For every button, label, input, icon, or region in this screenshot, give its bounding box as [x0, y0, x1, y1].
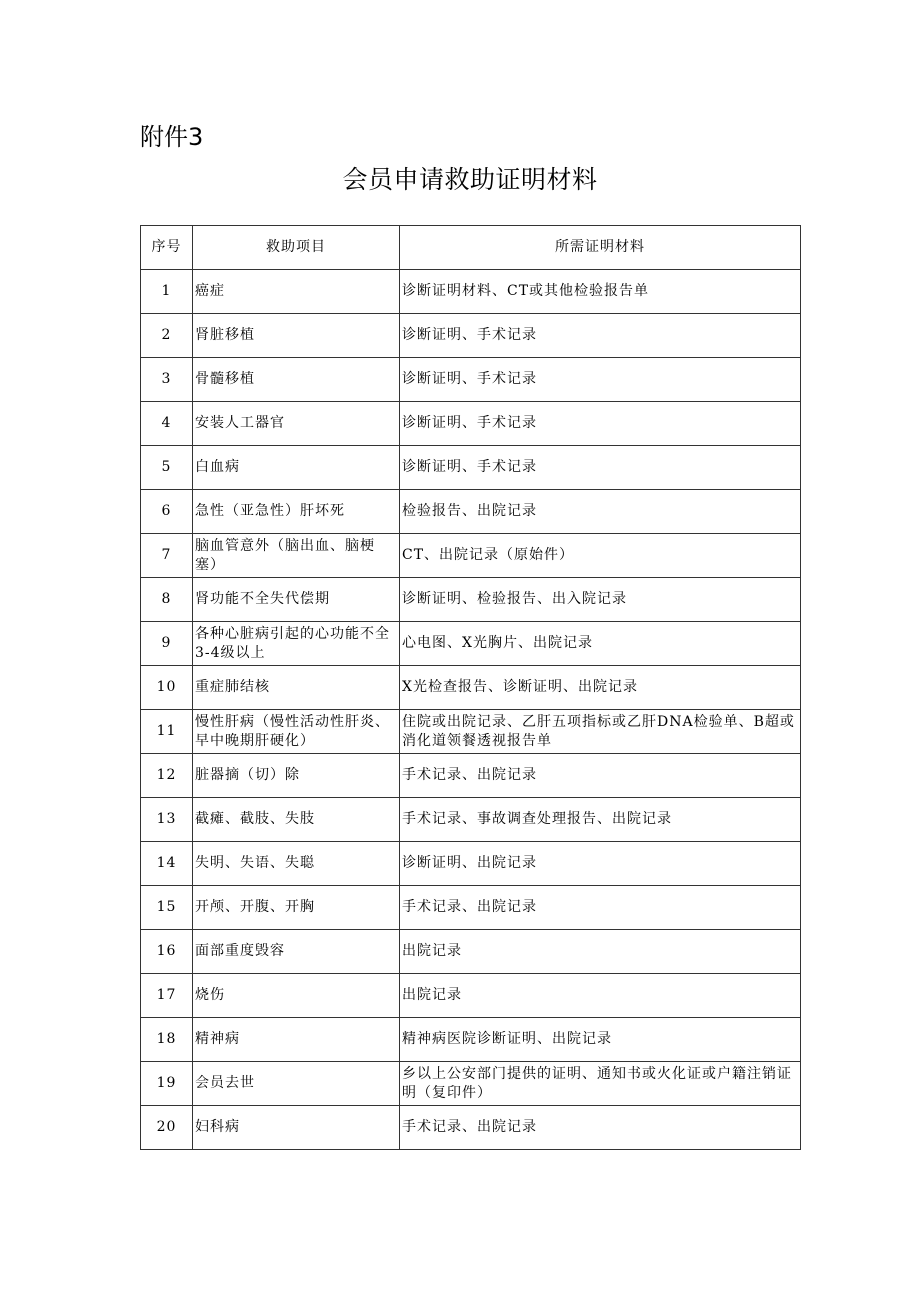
table-body — [141, 270, 801, 1150]
row-materials: 诊断证明、出院记录 — [400, 842, 801, 886]
row-materials: X光检查报告、诊断证明、出院记录 — [400, 666, 801, 710]
table-row — [141, 886, 801, 930]
row-number: 3 — [141, 358, 193, 402]
row-materials: 精神病医院诊断证明、出院记录 — [400, 1018, 801, 1062]
row-materials: 检验报告、出院记录 — [400, 490, 801, 534]
row-materials: CT、出院记录（原始件） — [400, 534, 801, 578]
row-materials: 手术记录、出院记录 — [400, 1106, 801, 1150]
row-materials: 出院记录 — [400, 930, 801, 974]
row-item: 脏器摘（切）除 — [193, 754, 400, 798]
table-header-row — [141, 226, 801, 270]
table-row — [141, 490, 801, 534]
row-item: 会员去世 — [193, 1062, 400, 1106]
table-row — [141, 402, 801, 446]
row-item: 安装人工器官 — [193, 402, 400, 446]
row-number: 16 — [141, 930, 193, 974]
row-materials: 手术记录、事故调查处理报告、出院记录 — [400, 798, 801, 842]
row-number: 13 — [141, 798, 193, 842]
row-number: 2 — [141, 314, 193, 358]
row-item: 失明、失语、失聪 — [193, 842, 400, 886]
row-number: 12 — [141, 754, 193, 798]
row-item: 精神病 — [193, 1018, 400, 1062]
row-number: 6 — [141, 490, 193, 534]
row-materials: 手术记录、出院记录 — [400, 754, 801, 798]
row-number: 4 — [141, 402, 193, 446]
table-row — [141, 534, 801, 578]
table-row — [141, 666, 801, 710]
table-row — [141, 622, 801, 666]
row-number: 8 — [141, 578, 193, 622]
table-row — [141, 710, 801, 754]
row-item: 白血病 — [193, 446, 400, 490]
row-item: 重症肺结核 — [193, 666, 400, 710]
row-item: 肾脏移植 — [193, 314, 400, 358]
row-materials: 心电图、X光胸片、出院记录 — [400, 622, 801, 666]
table-row — [141, 314, 801, 358]
row-number: 18 — [141, 1018, 193, 1062]
row-number: 10 — [141, 666, 193, 710]
row-item: 各种心脏病引起的心功能不全3-4级以上 — [193, 622, 400, 666]
row-item: 妇科病 — [193, 1106, 400, 1150]
table-row — [141, 446, 801, 490]
proof-materials-table — [140, 225, 801, 1150]
row-item: 烧伤 — [193, 974, 400, 1018]
row-number: 7 — [141, 534, 193, 578]
row-item: 肾功能不全失代偿期 — [193, 578, 400, 622]
table-row — [141, 798, 801, 842]
row-materials: 诊断证明材料、CT或其他检验报告单 — [400, 270, 801, 314]
row-number: 9 — [141, 622, 193, 666]
row-materials: 诊断证明、手术记录 — [400, 402, 801, 446]
row-materials: 手术记录、出院记录 — [400, 886, 801, 930]
row-number: 11 — [141, 710, 193, 754]
row-number: 5 — [141, 446, 193, 490]
row-number: 20 — [141, 1106, 193, 1150]
attachment-label: 附件3 — [140, 123, 204, 151]
row-item: 截瘫、截肢、失肢 — [193, 798, 400, 842]
row-item: 骨髓移植 — [193, 358, 400, 402]
row-item: 癌症 — [193, 270, 400, 314]
table-row — [141, 270, 801, 314]
row-materials: 诊断证明、手术记录 — [400, 446, 801, 490]
row-materials: 住院或出院记录、乙肝五项指标或乙肝DNA检验单、B超或消化道领餐透视报告单 — [400, 710, 801, 754]
table-row — [141, 1018, 801, 1062]
header-item: 救助项目 — [193, 226, 400, 270]
row-item: 急性（亚急性）肝坏死 — [193, 490, 400, 534]
row-item: 脑血管意外（脑出血、脑梗塞） — [193, 534, 400, 578]
row-materials: 诊断证明、检验报告、出入院记录 — [400, 578, 801, 622]
table-row — [141, 974, 801, 1018]
row-number: 1 — [141, 270, 193, 314]
table-row — [141, 578, 801, 622]
table-row — [141, 1106, 801, 1150]
row-materials: 诊断证明、手术记录 — [400, 358, 801, 402]
row-item: 慢性肝病（慢性活动性肝炎、早中晚期肝硬化） — [193, 710, 400, 754]
table-row — [141, 754, 801, 798]
row-number: 19 — [141, 1062, 193, 1106]
row-item: 面部重度毁容 — [193, 930, 400, 974]
header-materials: 所需证明材料 — [400, 226, 801, 270]
row-number: 15 — [141, 886, 193, 930]
table-row — [141, 1062, 801, 1106]
table-row — [141, 842, 801, 886]
row-materials: 诊断证明、手术记录 — [400, 314, 801, 358]
table-row — [141, 930, 801, 974]
row-number: 17 — [141, 974, 193, 1018]
row-materials: 出院记录 — [400, 974, 801, 1018]
document-title: 会员申请救助证明材料 — [342, 165, 598, 194]
row-materials: 乡以上公安部门提供的证明、通知书或火化证或户籍注销证明（复印件） — [400, 1062, 801, 1106]
row-number: 14 — [141, 842, 193, 886]
header-no: 序号 — [141, 226, 193, 270]
row-item: 开颅、开腹、开胸 — [193, 886, 400, 930]
table-row — [141, 358, 801, 402]
